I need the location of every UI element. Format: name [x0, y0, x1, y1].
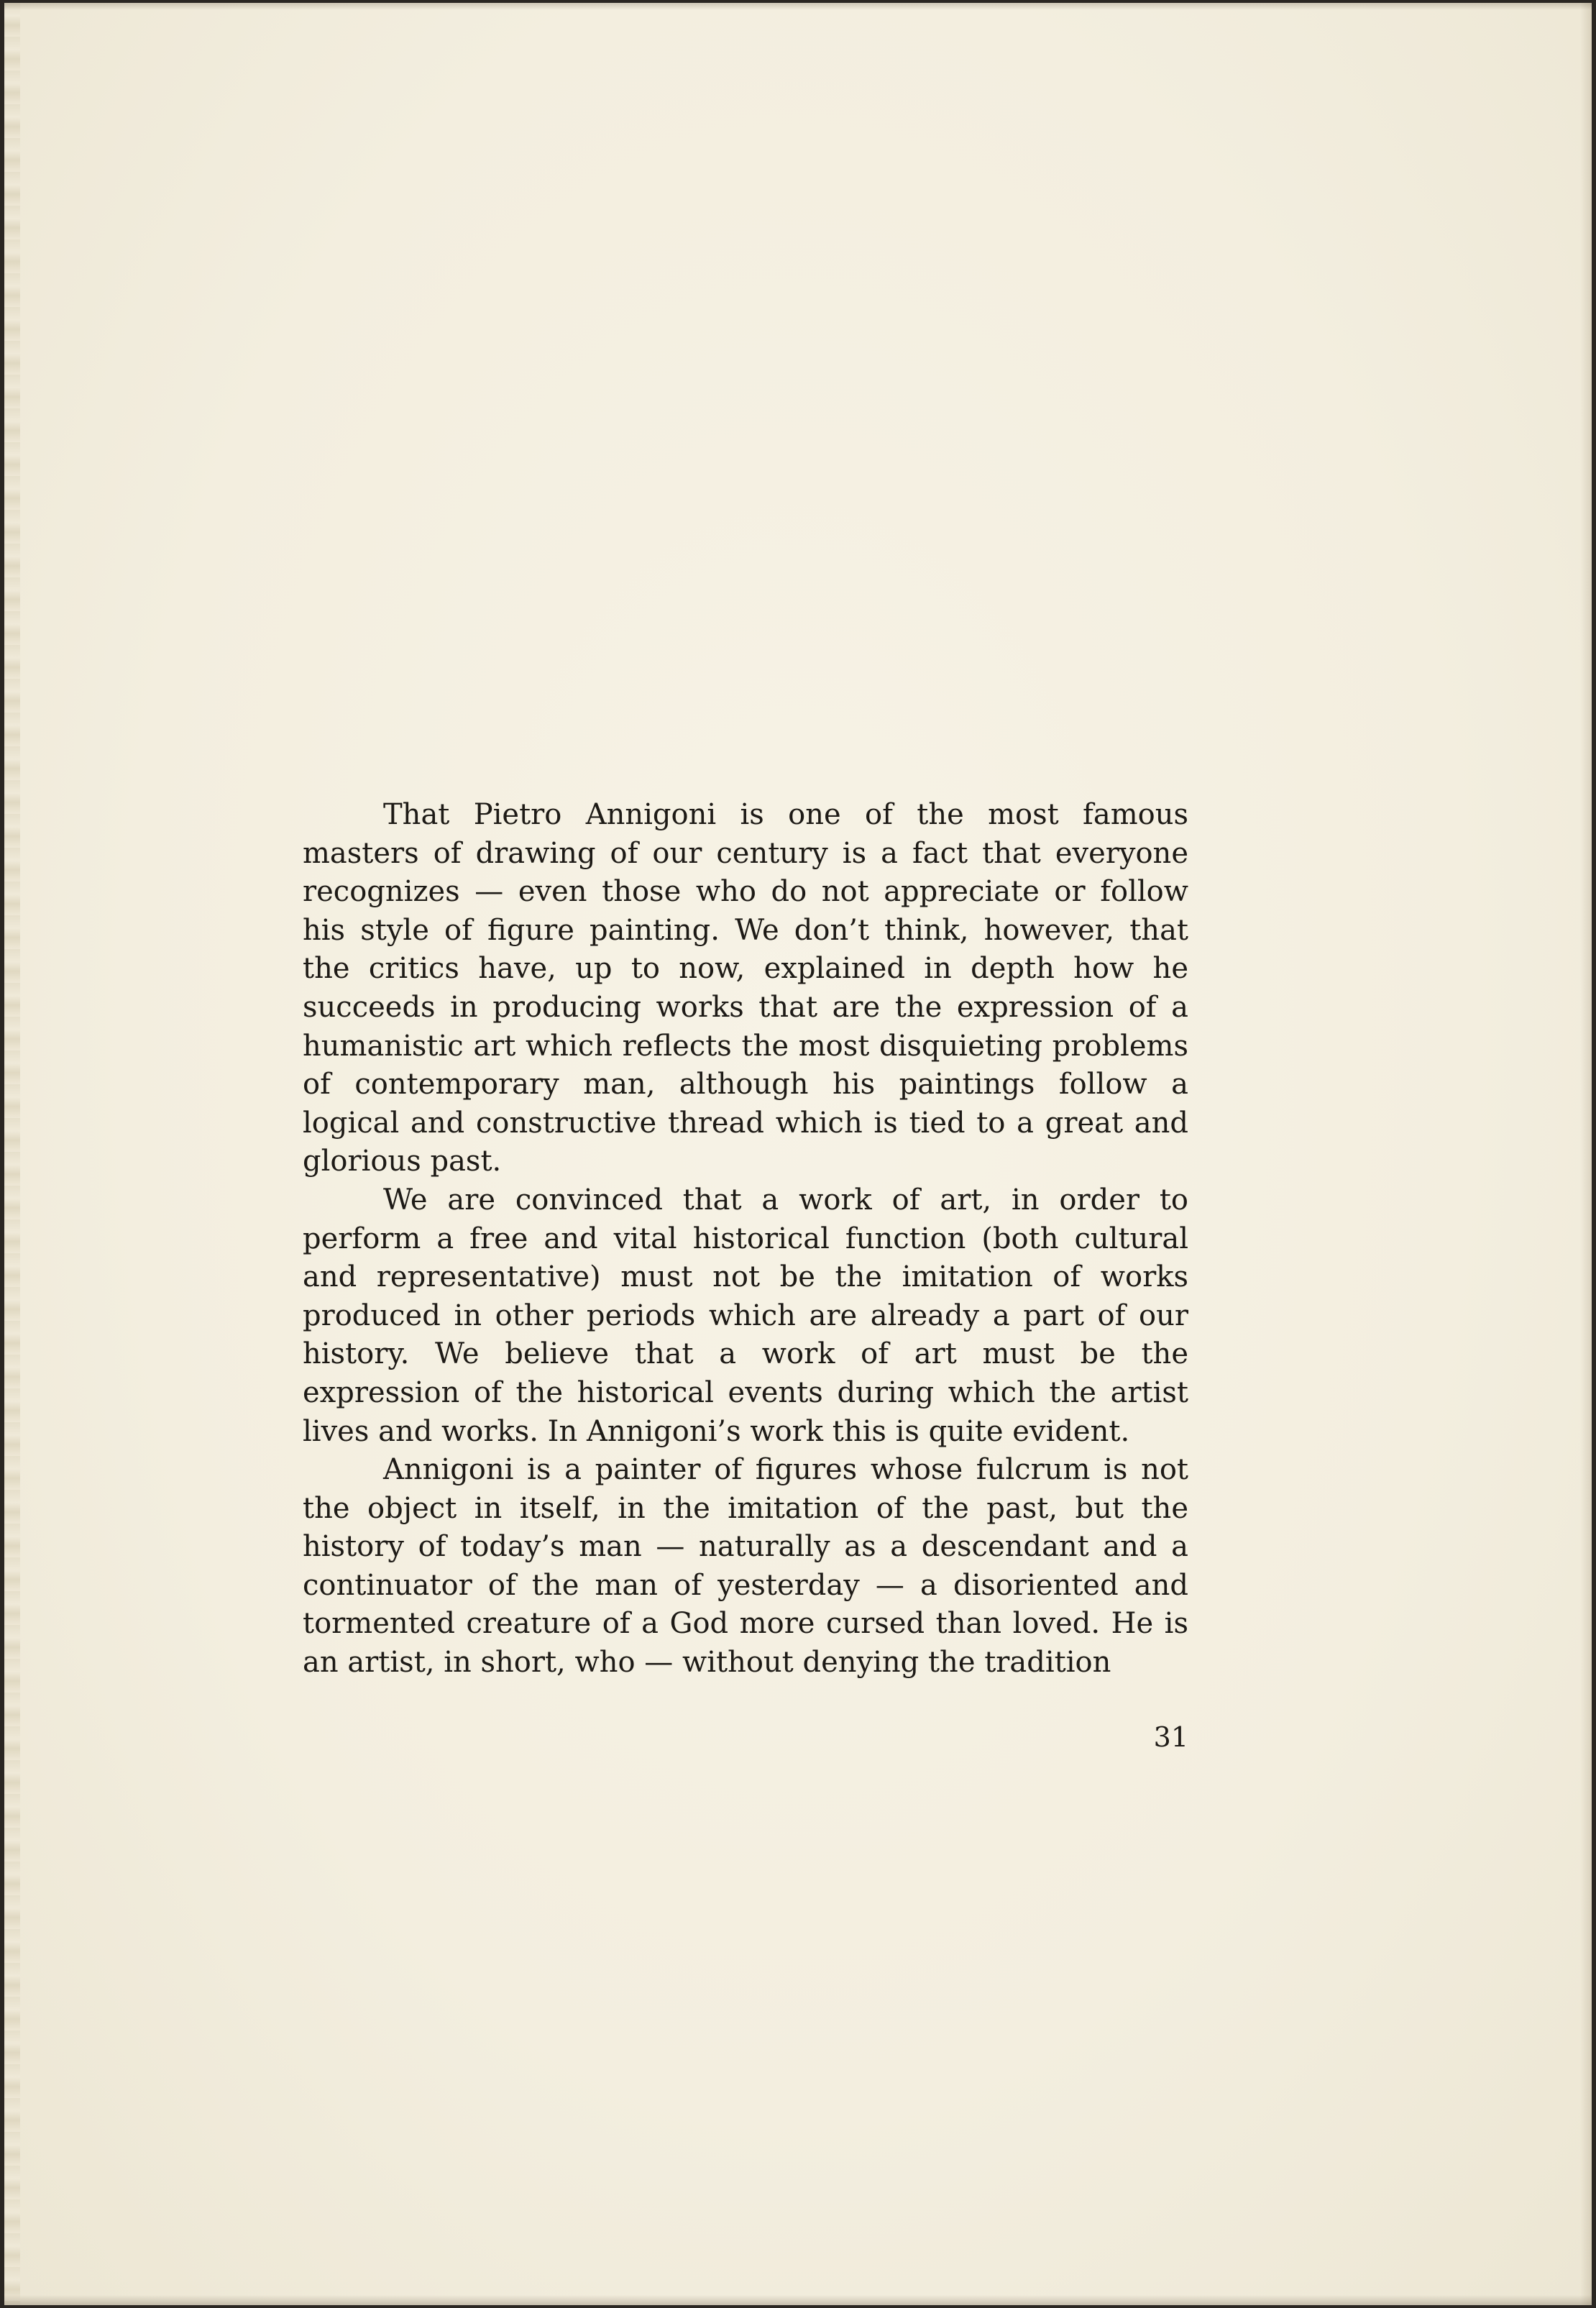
page-edge-right: [1580, 3, 1592, 2305]
body-text: [303, 796, 1188, 1682]
paragraph: Annigoni is a painter of figures whose fulcrum is not the object in itself, in the imitation of the past, but the history of today’s man — naturally as a descendant and a continuator of the man of yesterday — a disoriented and tormented creature of a God more cursed than loved. He is an artist, in short, who — without denying the tradition: [303, 1453, 1188, 1680]
page-edge-bottom: [4, 2295, 1592, 2305]
deckle-edge-left: [4, 3, 20, 2305]
page-edge-top: [4, 3, 1592, 10]
book-page: [4, 3, 1592, 2305]
paragraph: We are convinced that a work of art, in order to perform a free and vital historical function (both cultural and representative) must not be the imitation of works produced in other periods which are already a part of our history. We believe that a work of art must be the expression of the historical events during which the artist lives and works. In Annigoni’s work this is quite evident.: [303, 1183, 1188, 1448]
paragraph: That Pietro Annigoni is one of the most famous masters of drawing of our century is a fact that everyone recognizes — even those who do not appreciate or follow his style of figure painting. We don’t think, however, that the critics have, up to now, explained in depth how he succeeds in producing works that are the expression of a humanistic art which reflects the most disquieting problems of contemporary man, although his paintings follow a logical and constructive thread which is tied to a great and glorious past.: [303, 798, 1188, 1178]
page-number: 31: [1153, 1721, 1188, 1753]
